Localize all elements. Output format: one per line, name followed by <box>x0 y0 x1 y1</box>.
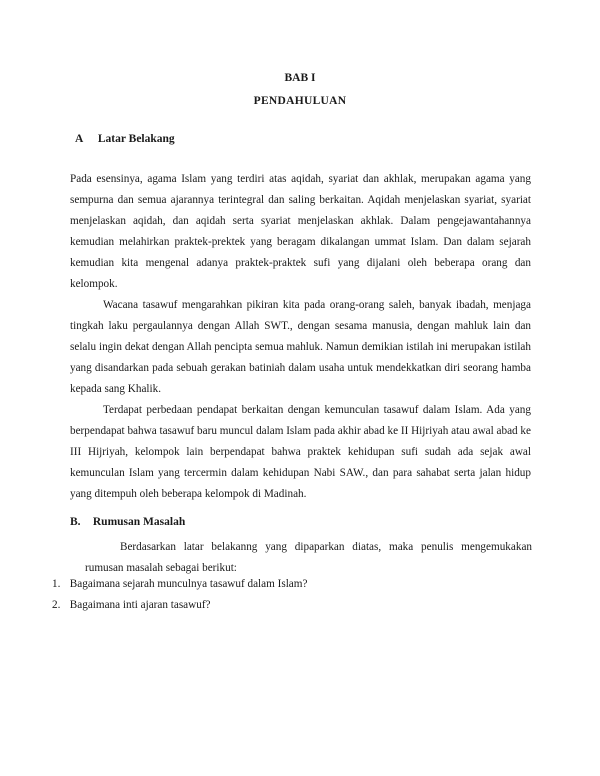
list-item-text: Bagaimana sejarah munculnya tasawuf dalam Islam? <box>69 578 308 590</box>
chapter-number: BAB I <box>284 72 316 84</box>
section-a-label: A <box>75 133 84 145</box>
section-b-title: Rumusan Masalah <box>92 516 186 528</box>
section-b-label: B. <box>70 516 81 528</box>
section-a-heading <box>75 133 175 145</box>
section-a-title: Latar Belakang <box>97 133 175 145</box>
paragraph-1: Pada esensinya, agama Islam yang terdiri atas aqidah, syariat dan akhlak, merupakan agama yang sempurna dan semua ajarannya terintegral dan saling berkaitan. Aqidah menjelaskan syariat, syariat menjelaskan aqidah, dan aqidah serta syariat menjelaskan akhlak. Dalam pengejawantahannya kemudian melahirkan praktek-prektek yang beragam dikalangan ummat Islam. Dan dalam sejarah kemudian kita mengenal adanya praktek-praktek sufi yang dijalani oleh beberapa orang dan kelompok. <box>70 173 531 290</box>
paragraph-3: Terdapat perbedaan pendapat berkaitan dengan kemunculan tasawuf dalam Islam. Ada yang berpendapat bahwa tasawuf baru muncul dalam Islam pada akhir abad ke II Hijriyah atau awal abad ke III Hijriyah, kelompok lain berpendapat bahwa praktek kehidupan sufi sudah ada sejak awal kemunculan Islam yang tercermin dalam kehidupan Nabi SAW., dan para sahabat serta jalan hidup yang ditempuh oleh beberapa kelompok di Madinah. <box>70 404 531 500</box>
section-b-intro: Berdasarkan latar belakanng yang dipaparkan diatas, maka penulis mengemukakan rumusan masalah sebagai berikut: <box>85 541 532 574</box>
list-item <box>52 574 307 595</box>
list-item-number: 2. <box>52 599 61 611</box>
list-item <box>52 595 307 616</box>
list-item-number: 1. <box>52 578 61 590</box>
list-item-text: Bagaimana inti ajaran tasawuf? <box>69 599 211 611</box>
section-b-heading <box>70 516 185 528</box>
paragraph-2: Wacana tasawuf mengarahkan pikiran kita pada orang-orang saleh, banyak ibadah, menjaga tingkah laku pergaulannya dengan Allah SWT., dengan sesama manusia, dengan mahluk lain dan selalu ingin dekat dengan Allah pencipta semua mahluk. Namun demikian istilah ini merupakan istilah yang disandarkan pada sebuah gerakan batiniah dalam usaha untuk mendekkatkan diri seorang hamba kepada sang Khalik. <box>70 299 531 395</box>
chapter-title: PENDAHULUAN <box>253 95 347 107</box>
problem-list <box>52 574 307 616</box>
